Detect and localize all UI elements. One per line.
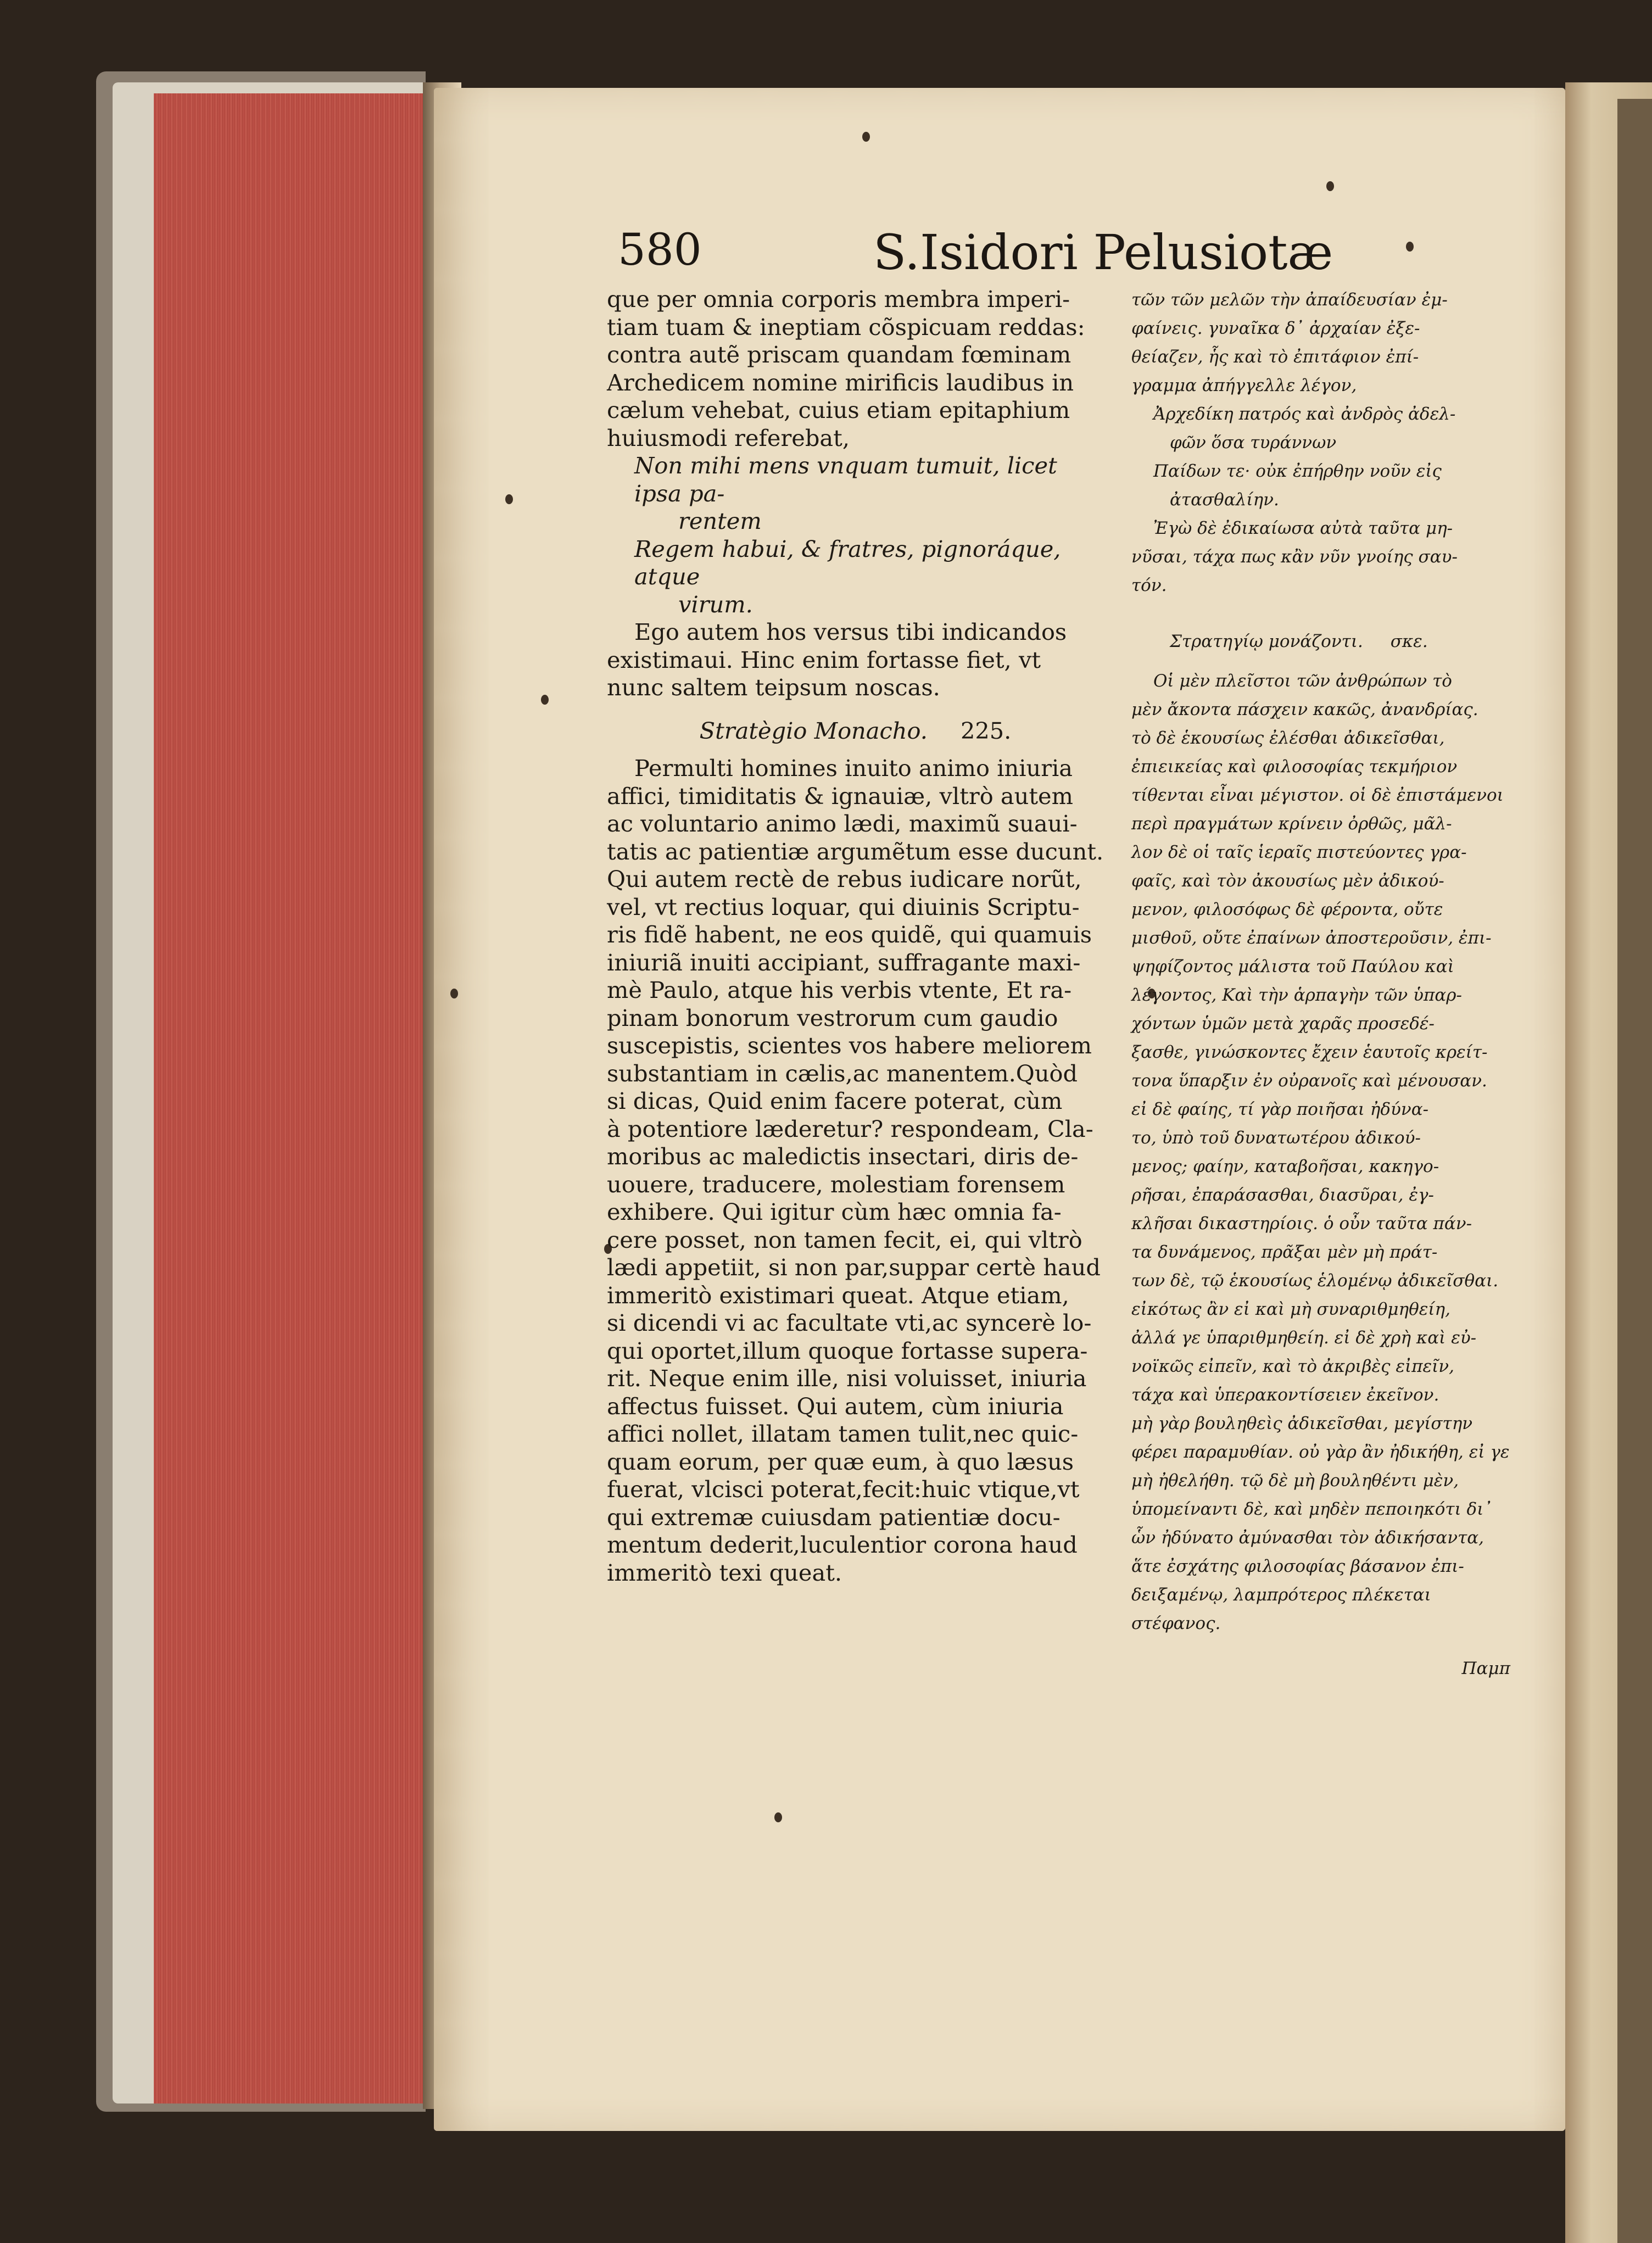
latin-line: suscepistis, scientes vos habere meliorem (607, 1032, 1092, 1059)
latin-line: pinam bonorum vestrorum cum gaudio (607, 1004, 1058, 1031)
greek-verse-line: φῶν ὅσα τυράννων (1170, 433, 1337, 453)
latin-line: huiusmodi referebat, (607, 424, 850, 451)
letter-number: 225. (960, 717, 1012, 744)
greek-line: μὲν ἄκοντα πάσχειν κακῶς, ἀνανδρίας. (1131, 700, 1478, 719)
letter-heading (607, 717, 1104, 745)
greek-line: των δὲ, τῷ ἑκουσίως ἑλομένῳ ἀδικεῖσθαι. (1131, 1271, 1499, 1291)
verse-line: virum. (678, 590, 753, 618)
greek-line: δειξαμένῳ, λαμπρότερος πλέκεται (1131, 1585, 1431, 1605)
greek-line: ἐπιεικείας καὶ φιλοσοφίας τεκμήριον (1131, 757, 1458, 777)
wormhole (541, 695, 549, 705)
greek-line: μὴ ἠθελήθη. τῷ δὲ μὴ βουληθέντι μὲν, (1131, 1471, 1459, 1491)
greek-line: τῶν τῶν μελῶν τὴν ἀπαίδευσίαν ἐμ- (1131, 290, 1448, 310)
greek-line: μισθοῦ, οὔτε ἐπαίνων ἀποστεροῦσιν, ἐπι- (1131, 928, 1492, 948)
latin-line: ac voluntario animo lædi, maximũ suaui- (607, 810, 1078, 837)
wormhole (505, 494, 513, 504)
latin-line: moribus ac maledictis insectari, diris de- (607, 1143, 1079, 1170)
greek-line: θείαζεν, ἧς καὶ τὸ ἐπιτάφιον ἐπί- (1131, 347, 1419, 367)
latin-line: iniuriã inuiti accipiant, suffragante maxi- (607, 948, 1081, 976)
greek-line: τὸ δὲ ἑκουσίως ἐλέσθαι ἀδικεῖσθαι, (1131, 728, 1445, 748)
latin-line: Qui autem rectè de rebus iudicare norũt, (607, 866, 1082, 892)
greek-line: τίθενται εἶναι μέγιστον. οἱ δὲ ἐπιστάμενοι (1131, 785, 1504, 805)
greek-line: φαίνεις. γυναῖκα δ᾽ ἀρχαίαν ἐξε- (1131, 319, 1420, 338)
red-page-edges (154, 93, 440, 2103)
greek-line: κλῆσαι δικαστηρίοις. ὁ οὖν ταῦτα πάν- (1131, 1214, 1472, 1234)
page-number: 580 (618, 224, 702, 275)
latin-line: rit. Neque enim ille, nisi voluisset, iniuria (607, 1365, 1087, 1392)
greek-verse-line: Παίδων τε· οὐκ ἐπήρθην νοῦν εἰς (1153, 461, 1442, 481)
verse-line: rentem (678, 507, 762, 534)
greek-line: τα δυνάμενος, πρᾶξαι μὲν μὴ πράτ- (1131, 1242, 1438, 1262)
latin-line: contra autẽ priscam quandam fœminam (607, 341, 1071, 368)
greek-line: εἰ δὲ φαίης, τί γὰρ ποιῆσαι ἠδύνα- (1131, 1100, 1429, 1119)
latin-line: à potentiore læderetur? respondeam, Cla- (607, 1115, 1093, 1142)
latin-line: mentum dederit,luculentior corona haud (607, 1531, 1078, 1558)
latin-line: que per omnia corporis membra imperi- (607, 286, 1070, 313)
greek-line: εἰκότως ἂν εἰ καὶ μὴ συναριθμηθείη, (1131, 1299, 1450, 1319)
latin-line: fuerat, vlcisci poterat,fecit:huic vtique,vt (607, 1476, 1080, 1503)
greek-line: τόν. (1131, 576, 1167, 595)
wormhole (1326, 181, 1334, 191)
greek-line: γραμμα ἀπήγγελλε λέγον, (1131, 376, 1357, 395)
latin-line: si dicendi vi ac facultate vti,ac syncerè lo- (607, 1309, 1092, 1336)
greek-line: στέφανος. (1131, 1614, 1221, 1633)
latin-line: ris fidẽ habent, ne eos quidẽ, qui quamuis (607, 921, 1092, 948)
background-edge (1617, 99, 1652, 2243)
greek-line: ἅτε ἐσχάτης φιλοσοφίας βάσανον ἐπι- (1131, 1556, 1464, 1576)
latin-line: existimaui. Hinc enim fortasse fiet, vt (607, 646, 1041, 673)
latin-line: cælum vehebat, cuius etiam epitaphium (607, 397, 1070, 423)
latin-line: mè Paulo, atque his verbis vtente, Et ra- (607, 977, 1072, 1003)
greek-letter-number: σκε. (1390, 632, 1428, 651)
greek-line: Οἱ μὲν πλεῖστοι τῶν ἀνθρώπων τὸ (1153, 671, 1452, 691)
greek-line: τάχα καὶ ὑπερακοντίσειεν ἐκεῖνον. (1131, 1385, 1439, 1405)
greek-line: ἀλλά γε ὑπαριθμηθείη. εἰ δὲ χρὴ καὶ εὐ- (1131, 1328, 1477, 1348)
latin-line: cere posset, non tamen fecit, ei, qui vltrò (607, 1226, 1082, 1253)
wormhole (774, 1812, 782, 1822)
running-head: S.Isidori Pelusiotæ (873, 224, 1333, 281)
latin-line: affici nollet, illatam tamen tulit,nec quic- (607, 1420, 1079, 1447)
latin-line: tiam tuam & ineptiam cõspicuam reddas: (607, 313, 1085, 341)
greek-verse-line: ἀτασθαλίην. (1170, 490, 1279, 510)
latin-line: uouere, traducere, molestiam forensem (607, 1170, 1065, 1198)
latin-line: Archedicem nomine mirificis laudibus in (607, 369, 1074, 396)
latin-line: quam eorum, per quæ eum, à quo læsus (607, 1448, 1074, 1475)
latin-line: affectus fuisset. Qui autem, cùm iniuria (607, 1392, 1064, 1420)
latin-line: Ego autem hos versus tibi indicandos (634, 618, 1067, 645)
latin-line: qui extremæ cuiusdam patientiæ docu- (607, 1503, 1061, 1531)
latin-line: lædi appetiit, si non par,suppar certè haud (607, 1254, 1101, 1281)
greek-line: φαῖς, καὶ τὸν ἀκουσίως μὲν ἀδικού- (1131, 871, 1444, 891)
greek-letter-heading (1170, 627, 1510, 656)
latin-line: Permulti homines inuito animo iniuria (634, 755, 1073, 782)
latin-line: qui oportet,illum quoque fortasse supera- (607, 1337, 1088, 1364)
latin-line: si dicas, Quid enim facere poterat, cùm (607, 1087, 1063, 1114)
greek-line: χόντων ὑμῶν μετὰ χαρᾶς προσεδέ- (1131, 1014, 1435, 1034)
greek-line: νῦσαι, τάχα πως κἂν νῦν γνοίης σαυ- (1131, 547, 1458, 567)
greek-column (1131, 286, 1510, 1683)
latin-line: immeritò existimari queat. Atque etiam, (607, 1281, 1069, 1309)
greek-line: ὧν ἠδύνατο ἀμύνασθαι τὸν ἀδικήσαντα, (1131, 1528, 1484, 1548)
greek-letter-title: Στρατηγίῳ μονάζοντι. (1170, 632, 1363, 651)
greek-line: ὑπομείναντι δὲ, καὶ μηδὲν πεποιηκότι δι᾽ (1131, 1499, 1492, 1519)
greek-line: μενος; φαίην, καταβοῆσαι, κακηγο- (1131, 1157, 1439, 1176)
greek-line: το, ὑπὸ τοῦ δυνατωτέρου ἀδικού- (1131, 1128, 1421, 1148)
greek-line: φέρει παραμυθίαν. οὐ γὰρ ἂν ἠδικήθη, εἰ γε (1131, 1442, 1510, 1462)
latin-line: substantiam in cælis,ac manentem.Quòd (607, 1059, 1078, 1087)
greek-line: μενον, φιλοσόφως δὲ φέροντα, οὔτε (1131, 900, 1443, 919)
latin-line: vel, vt rectius loquar, qui diuinis Scriptu- (607, 893, 1080, 920)
wormhole (1406, 242, 1414, 252)
wormhole (862, 132, 870, 142)
greek-line: ξασθε, γινώσκοντες ἔχειν ἑαυτοῖς κρείτ- (1131, 1042, 1488, 1062)
latin-line: exhibere. Qui igitur cùm hæc omnia fa- (607, 1198, 1062, 1225)
latin-line: affici, timiditatis & ignauiæ, vltrò autem (607, 782, 1073, 810)
letter-title: Stratègio Monacho. (699, 717, 928, 744)
greek-line: Ἐγὼ δὲ ἐδικαίωσα αὐτὰ ταῦτα μη- (1153, 518, 1453, 538)
verse-line: Regem habui, & fratres, pignoráque, atque (634, 535, 1061, 590)
greek-verse-line: Ἀρχεδίκη πατρός καὶ ἀνδρὸς ἀδελ- (1153, 404, 1456, 424)
greek-line: ψηφίζοντος μάλιστα τοῦ Παύλου καὶ (1131, 957, 1454, 977)
verse-line: Non mihi mens vnquam tumuit, licet ipsa pa- (634, 452, 1057, 507)
latin-line: nunc saltem teipsum noscas. (607, 674, 940, 701)
greek-line: νοϊκῶς εἰπεῖν, καὶ τὸ ἀκριβὲς εἰπεῖν, (1131, 1357, 1455, 1376)
greek-line: λέγοντος, Καὶ τὴν ἁρπαγὴν τῶν ὑπαρ- (1131, 985, 1462, 1005)
greek-line: περὶ πραγμάτων κρίνειν ὀρθῶς, μᾶλ- (1131, 814, 1452, 834)
latin-line: tatis ac patientiæ argumẽtum esse ducunt. (607, 838, 1104, 865)
latin-line: immeritò texi queat. (607, 1559, 842, 1586)
greek-line: ρῆσαι, ἐπαράσασθαι, διασῦραι, ἐγ- (1131, 1185, 1434, 1205)
latin-column (607, 286, 1104, 1587)
wormhole (450, 989, 458, 998)
catchword: Παμπ (1461, 1659, 1510, 1678)
greek-line: τονα ὕπαρξιν ἐν οὐρανοῖς καὶ μένουσαν. (1131, 1071, 1487, 1091)
greek-line: λον δὲ οἱ ταῖς ἱεραῖς πιστεύοντες γρα- (1131, 842, 1467, 862)
greek-line: μὴ γὰρ βουληθεὶς ἀδικεῖσθαι, μεγίστην (1131, 1414, 1473, 1433)
